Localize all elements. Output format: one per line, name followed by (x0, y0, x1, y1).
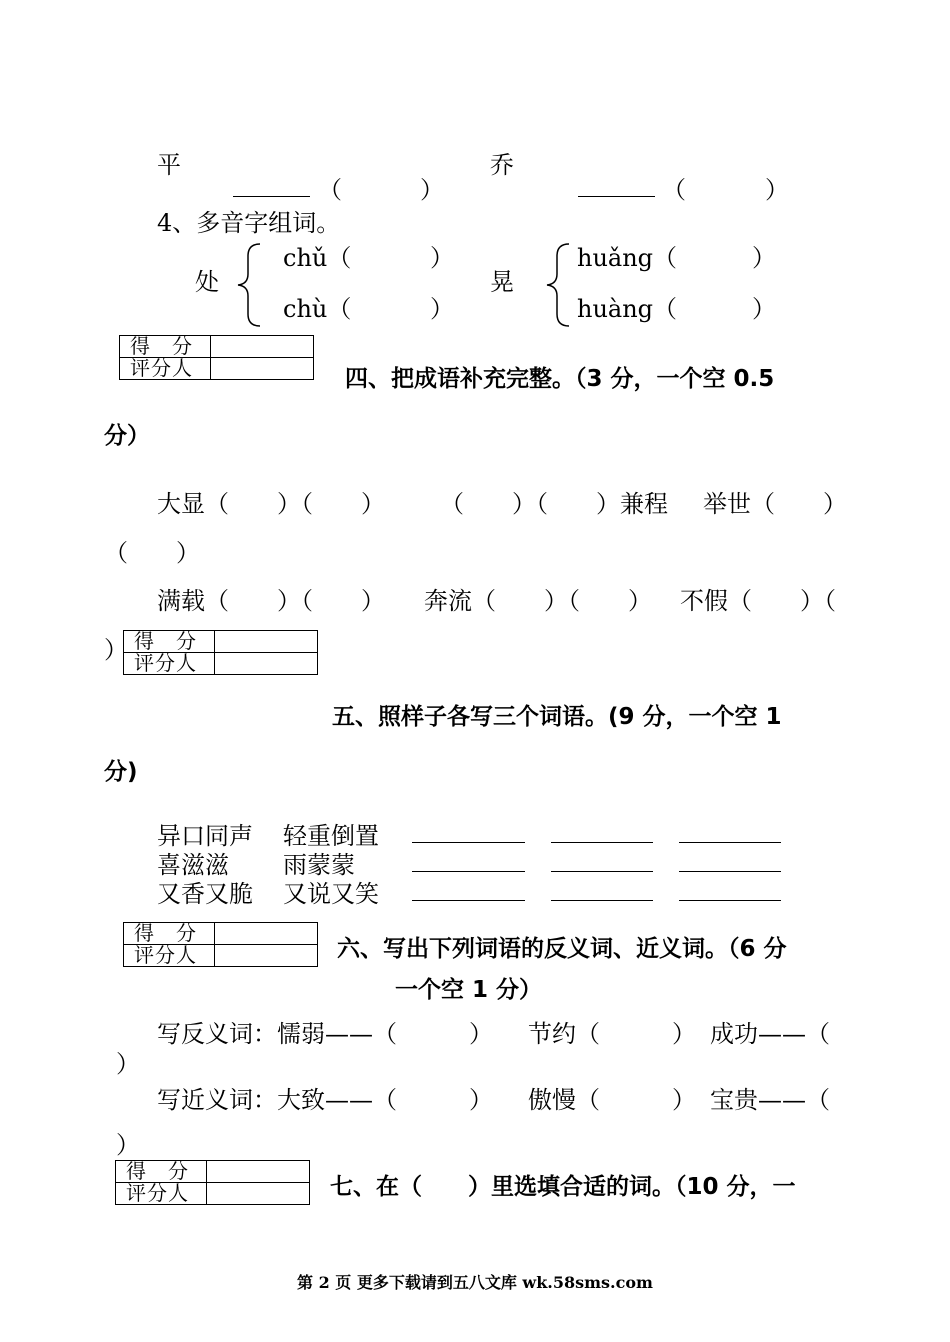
grader-label: 评分人 (120, 358, 211, 380)
idiom-4: 满载（ ）（ ） (157, 587, 385, 615)
sec4-title: 四、把成语补充完整。（3 分，一个空 0.5 (345, 366, 775, 392)
idiom-1: 大显（ ）（ ） (157, 490, 385, 518)
synonym-3: 宝贵——（ (710, 1086, 830, 1114)
idiom-6: 不假（ ）（ (680, 587, 836, 615)
idiom-5: 奔流（ ）（ ） (424, 587, 652, 615)
char-ping: 平 (157, 151, 181, 179)
idiom-6-cont: ） (104, 636, 128, 664)
score-label: 得 分 (116, 1161, 207, 1183)
sec5-title: 五、照样子各写三个词语。(9 分，一个空 1 (332, 704, 782, 730)
grader-label: 评分人 (116, 1183, 207, 1205)
grader-field[interactable] (211, 358, 314, 380)
pinyin-chu3: chǔ（ (283, 244, 352, 272)
antonym-2: 节约（ ） (528, 1020, 696, 1048)
answer-line[interactable] (412, 900, 525, 901)
antonym-1: 写反义词：懦弱——（ ） (157, 1020, 493, 1048)
sec6-title-cont: 一个空 1 分） (395, 977, 543, 1003)
paren-close: ） (765, 176, 789, 204)
pinyin-chu4: chù（ (283, 295, 352, 323)
idiom-2: （ ）（ ）兼程 (440, 490, 668, 518)
sec4-title-cont: 分） (104, 423, 150, 449)
example-word: 又说又笑 (283, 880, 379, 908)
score-box (123, 922, 318, 967)
paren-close: ） (752, 244, 776, 272)
example-word: 又香又脆 (157, 880, 253, 908)
score-field[interactable] (215, 923, 318, 945)
answer-line[interactable] (551, 842, 653, 843)
synonym-1: 写近义词：大致——（ ） (157, 1086, 493, 1114)
grader-label: 评分人 (124, 653, 215, 675)
grader-label: 评分人 (124, 945, 215, 967)
sec6-title: 六、写出下列词语的反义词、近义词。（6 分 (337, 936, 787, 962)
example-word: 异口同声 (157, 822, 253, 850)
paren-close: ） (430, 295, 454, 323)
answer-line[interactable] (551, 871, 653, 872)
antonym-3: 成功——（ (710, 1020, 830, 1048)
paren-close: ） (752, 295, 776, 323)
synonym-3-cont: ） (116, 1131, 140, 1159)
example-word: 轻重倒置 (283, 822, 379, 850)
antonym-3-cont: ） (116, 1050, 140, 1078)
pinyin-huang3: huǎng（ (577, 244, 678, 272)
answer-line[interactable] (412, 871, 525, 872)
answer-line[interactable] (578, 196, 655, 197)
pinyin-huang4: huàng（ (577, 295, 678, 323)
brace-icon (234, 242, 264, 328)
score-label: 得 分 (124, 631, 215, 653)
example-word: 雨蒙蒙 (283, 851, 355, 879)
score-field[interactable] (215, 631, 318, 653)
score-box (115, 1160, 310, 1205)
answer-line[interactable] (233, 196, 310, 197)
score-field[interactable] (207, 1161, 310, 1183)
synonym-2: 傲慢（ ） (528, 1086, 696, 1114)
score-box (119, 335, 314, 380)
paren-close: ） (420, 176, 444, 204)
paren-open: （ (662, 176, 686, 204)
q4-title: 4、多音字组词。 (157, 209, 341, 237)
char-qiao: 乔 (490, 151, 514, 179)
grader-field[interactable] (215, 945, 318, 967)
idiom-3-cont: （ ） (104, 539, 200, 567)
score-label: 得 分 (120, 336, 211, 358)
sec7-title: 七、在（ ）里选填合适的词。（10 分，一 (330, 1174, 796, 1200)
score-field[interactable] (211, 336, 314, 358)
grader-field[interactable] (215, 653, 318, 675)
answer-line[interactable] (679, 842, 781, 843)
answer-line[interactable] (412, 842, 525, 843)
score-box (123, 630, 318, 675)
example-word: 喜滋滋 (157, 851, 229, 879)
polyphone-chu: 处 (195, 268, 219, 296)
answer-line[interactable] (679, 871, 781, 872)
brace-icon (543, 242, 573, 328)
polyphone-huang: 晃 (490, 268, 514, 296)
page-footer: 第 2 页 更多下载请到五八文库 wk.58sms.com (297, 1273, 653, 1292)
paren-close: ） (430, 244, 454, 272)
paren-open: （ (318, 176, 342, 204)
answer-line[interactable] (551, 900, 653, 901)
grader-field[interactable] (207, 1183, 310, 1205)
answer-line[interactable] (679, 900, 781, 901)
score-label: 得 分 (124, 923, 215, 945)
sec5-title-cont: 分) (104, 759, 138, 785)
idiom-3: 举世（ ） (703, 490, 847, 518)
